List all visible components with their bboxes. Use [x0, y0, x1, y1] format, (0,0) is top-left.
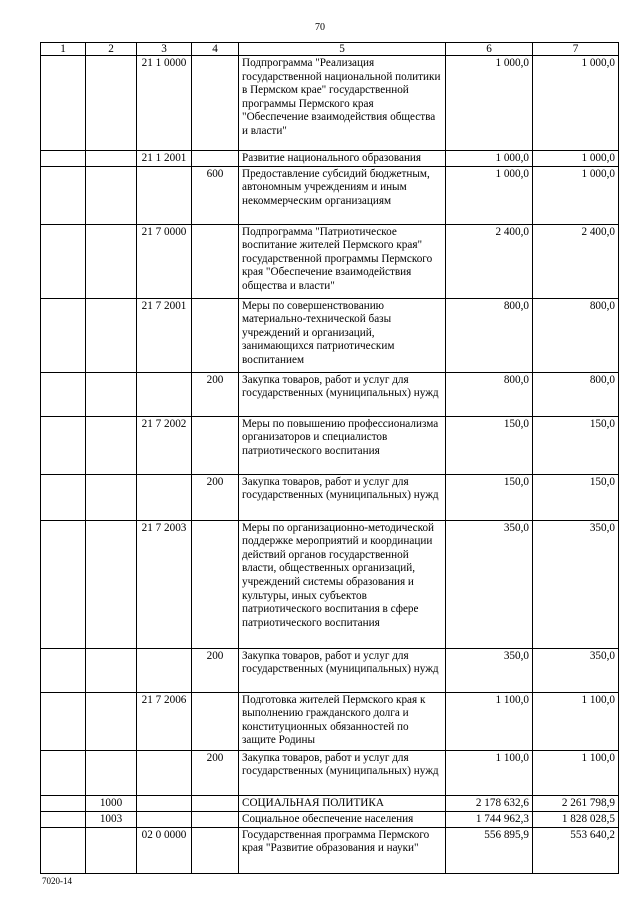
subsection-code-cell	[86, 750, 137, 795]
subsection-code-cell	[86, 474, 137, 520]
expense-type-cell	[192, 416, 239, 474]
table-row	[41, 750, 619, 795]
amount-col-6-cell: 350,0	[446, 648, 533, 692]
amount-col-7-cell: 350,0	[533, 648, 619, 692]
amount-col-6-cell: 1 000,0	[446, 151, 533, 167]
target-article-cell	[137, 811, 192, 827]
description-cell: СОЦИАЛЬНАЯ ПОЛИТИКА	[239, 795, 446, 811]
expense-type-cell	[192, 56, 239, 151]
amount-col-7-cell: 1 000,0	[533, 166, 619, 224]
amount-col-7-cell: 350,0	[533, 520, 619, 648]
description-cell: Закупка товаров, работ и услуг для государственных (муниципальных) нужд	[239, 372, 446, 416]
amount-col-6-cell: 1 000,0	[446, 166, 533, 224]
expense-type-cell: 200	[192, 474, 239, 520]
target-article-cell: 21 7 2003	[137, 520, 192, 648]
header-col-4: 4	[192, 43, 239, 56]
table-row	[41, 795, 619, 811]
section-cell	[41, 795, 86, 811]
header-col-1: 1	[41, 43, 86, 56]
section-cell	[41, 750, 86, 795]
target-article-cell	[137, 372, 192, 416]
description-cell: Социальное обеспечение населения	[239, 811, 446, 827]
section-cell	[41, 520, 86, 648]
amount-col-7-cell: 2 400,0	[533, 224, 619, 298]
amount-col-7-cell: 553 640,2	[533, 827, 619, 873]
subsection-code-cell	[86, 372, 137, 416]
section-cell	[41, 224, 86, 298]
table-row	[41, 166, 619, 224]
document-code: 7020-14	[42, 876, 72, 886]
table-row	[41, 811, 619, 827]
description-cell: Закупка товаров, работ и услуг для государственных (муниципальных) нужд	[239, 648, 446, 692]
expense-type-cell	[192, 795, 239, 811]
header-col-2: 2	[86, 43, 137, 56]
expense-type-cell: 200	[192, 648, 239, 692]
amount-col-7-cell: 1 000,0	[533, 56, 619, 151]
target-article-cell: 21 1 2001	[137, 151, 192, 167]
section-cell	[41, 648, 86, 692]
amount-col-6-cell: 800,0	[446, 372, 533, 416]
amount-col-6-cell: 1 000,0	[446, 56, 533, 151]
amount-col-6-cell: 1 100,0	[446, 692, 533, 750]
expense-type-cell	[192, 692, 239, 750]
table-row	[41, 298, 619, 372]
table-row	[41, 520, 619, 648]
target-article-cell: 21 7 0000	[137, 224, 192, 298]
subsection-code-cell: 1003	[86, 811, 137, 827]
target-article-cell: 02 0 0000	[137, 827, 192, 873]
description-cell: Закупка товаров, работ и услуг для государственных (муниципальных) нужд	[239, 750, 446, 795]
section-cell	[41, 166, 86, 224]
header-col-7: 7	[533, 43, 619, 56]
subsection-code-cell	[86, 151, 137, 167]
expense-type-cell: 200	[192, 372, 239, 416]
expense-type-cell	[192, 151, 239, 167]
description-cell: Государственная программа Пермского края "Развитие образования и науки"	[239, 827, 446, 873]
amount-col-6-cell: 556 895,9	[446, 827, 533, 873]
subsection-code-cell	[86, 692, 137, 750]
section-cell	[41, 56, 86, 151]
table-row	[41, 56, 619, 151]
subsection-code-cell	[86, 298, 137, 372]
target-article-cell: 21 7 2002	[137, 416, 192, 474]
description-cell: Подпрограмма "Реализация государственной национальной политики в Пермском крае" государственной программы Пермского края "Обеспечение взаимодействия общества и власти"	[239, 56, 446, 151]
amount-col-6-cell: 350,0	[446, 520, 533, 648]
page-number: 70	[315, 22, 325, 33]
expense-type-cell	[192, 224, 239, 298]
header-row	[41, 43, 619, 56]
amount-col-6-cell: 150,0	[446, 474, 533, 520]
description-cell: Развитие национального образования	[239, 151, 446, 167]
header-col-6: 6	[446, 43, 533, 56]
section-cell	[41, 692, 86, 750]
target-article-cell	[137, 795, 192, 811]
table-row	[41, 692, 619, 750]
header-col-3: 3	[137, 43, 192, 56]
description-cell: Подготовка жителей Пермского края к выполнению гражданского долга и конституционных обязанностей по защите Родины	[239, 692, 446, 750]
amount-col-7-cell: 150,0	[533, 416, 619, 474]
section-cell	[41, 151, 86, 167]
table-row	[41, 151, 619, 167]
target-article-cell	[137, 750, 192, 795]
subsection-code-cell	[86, 520, 137, 648]
subsection-code-cell	[86, 166, 137, 224]
expense-type-cell	[192, 827, 239, 873]
target-article-cell: 21 1 0000	[137, 56, 192, 151]
target-article-cell: 21 7 2001	[137, 298, 192, 372]
expense-type-cell	[192, 520, 239, 648]
amount-col-6-cell: 1 100,0	[446, 750, 533, 795]
section-cell	[41, 298, 86, 372]
amount-col-7-cell: 1 828 028,5	[533, 811, 619, 827]
amount-col-7-cell: 1 100,0	[533, 750, 619, 795]
section-cell	[41, 811, 86, 827]
table-row	[41, 827, 619, 873]
table-row	[41, 416, 619, 474]
amount-col-7-cell: 1 100,0	[533, 692, 619, 750]
target-article-cell: 21 7 2006	[137, 692, 192, 750]
subsection-code-cell: 1000	[86, 795, 137, 811]
description-cell: Меры по совершенствованию материально-технической базы учреждений и организаций, занимающихся патриотическим воспитанием	[239, 298, 446, 372]
target-article-cell	[137, 474, 192, 520]
subsection-code-cell	[86, 224, 137, 298]
target-article-cell	[137, 648, 192, 692]
subsection-code-cell	[86, 56, 137, 151]
amount-col-6-cell: 150,0	[446, 416, 533, 474]
table-row	[41, 372, 619, 416]
amount-col-7-cell: 800,0	[533, 372, 619, 416]
subsection-code-cell	[86, 648, 137, 692]
description-cell: Меры по организационно-методической поддержке мероприятий и координации действий органов государственной власти, общественных организаций, учреждений системы образования и культуры, иных субъектов патриотического воспитания в сфере патриотического воспитания	[239, 520, 446, 648]
description-cell: Закупка товаров, работ и услуг для государственных (муниципальных) нужд	[239, 474, 446, 520]
description-cell: Предоставление субсидий бюджетным, автономным учреждениям и иным некоммерческим организациям	[239, 166, 446, 224]
expense-type-cell: 600	[192, 166, 239, 224]
amount-col-7-cell: 1 000,0	[533, 151, 619, 167]
header-col-5: 5	[239, 43, 446, 56]
table-row	[41, 648, 619, 692]
amount-col-7-cell: 2 261 798,9	[533, 795, 619, 811]
target-article-cell	[137, 166, 192, 224]
section-cell	[41, 474, 86, 520]
amount-col-6-cell: 2 178 632,6	[446, 795, 533, 811]
subsection-code-cell	[86, 827, 137, 873]
amount-col-6-cell: 1 744 962,3	[446, 811, 533, 827]
expense-type-cell	[192, 811, 239, 827]
section-cell	[41, 416, 86, 474]
subsection-code-cell	[86, 416, 137, 474]
amount-col-6-cell: 800,0	[446, 298, 533, 372]
description-cell: Меры по повышению профессионализма организаторов и специалистов патриотического воспитания	[239, 416, 446, 474]
expense-type-cell	[192, 298, 239, 372]
amount-col-7-cell: 150,0	[533, 474, 619, 520]
description-cell: Подпрограмма "Патриотическое воспитание жителей Пермского края" государственной программы Пермского края "Обеспечение взаимодействия общества и власти"	[239, 224, 446, 298]
table-row	[41, 474, 619, 520]
budget-table	[40, 42, 619, 874]
amount-col-7-cell: 800,0	[533, 298, 619, 372]
amount-col-6-cell: 2 400,0	[446, 224, 533, 298]
table-row	[41, 224, 619, 298]
expense-type-cell: 200	[192, 750, 239, 795]
section-cell	[41, 372, 86, 416]
section-cell	[41, 827, 86, 873]
